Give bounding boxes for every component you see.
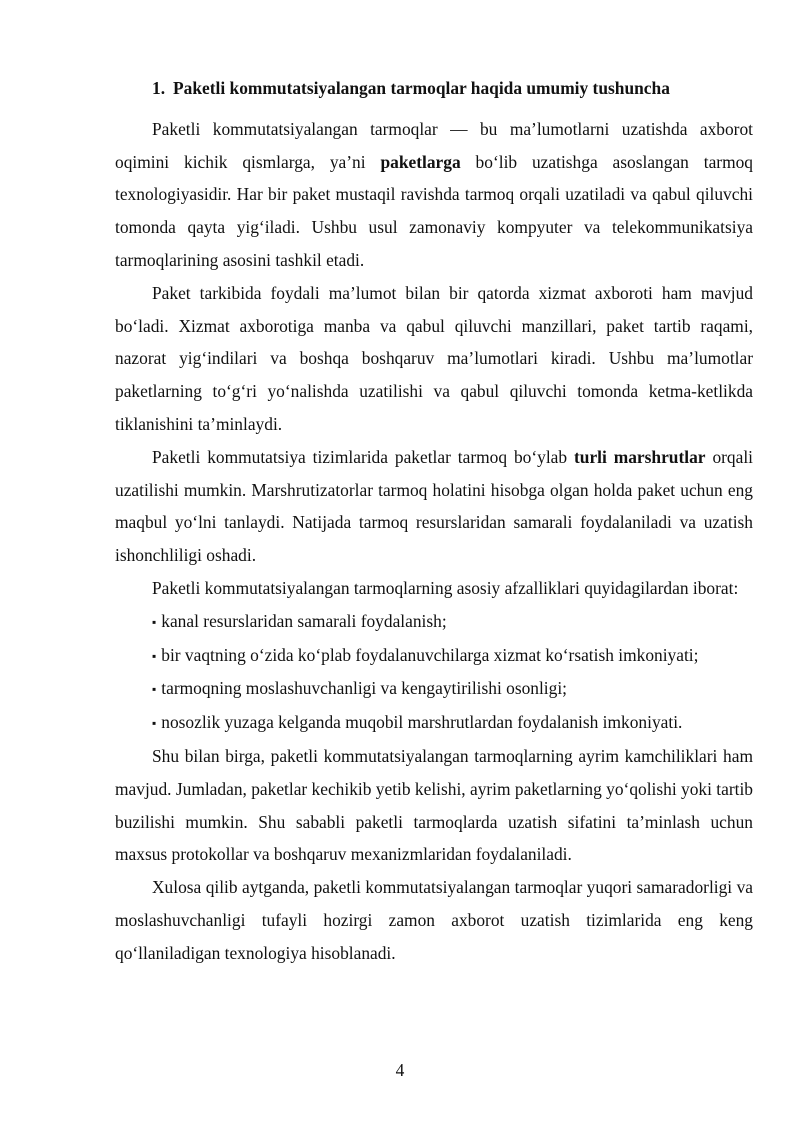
paragraph-1-text-start: Paketli kommutatsiyalangan tarmoqlar — bu ma’lumotlarni uzatishda axborot oqimini kichik qismlarga, ya’ni [115,118,753,172]
paragraph-1-text-end: bo‘lib uzatishga asoslangan tarmoq texnologiyasidir. Har bir paket mustaqil ravishda tarmoq orqali uzatiladi va qabul qiluvchi tomonda qayta yig‘iladi. Ushbu usul zamonaviy kompyuter va telekommunikatsiya tarmoqlarining asosini tashkil etadi. [115,151,754,270]
bullet-icon: ▪ [152,614,157,629]
bullet-icon: ▪ [152,716,157,731]
paragraph-3 [115,441,753,572]
list-item-text: kanal resurslaridan samarali foydalanish; [161,610,447,631]
paragraph-4: Paketli kommutatsiyalangan tarmoqlarning asosiy afzalliklari quyidagilardan iborat: [152,577,739,598]
bullet-icon: ▪ [152,682,157,697]
list-item [152,605,753,639]
section-heading [152,72,753,105]
paragraph-6: Xulosa qilib aytganda, paketli kommutatsiyalangan tarmoqlar yuqori samaradorligi va moslashuvchanligi tufayli hozirgi zamon axborot uzatish tizimlarida eng keng qo‘llaniladigan texnologiya hisoblanadi. [115,877,753,963]
paragraph-1 [115,113,753,277]
paragraph-3-text-start: Paketli kommutatsiya tizimlarida paketlar tarmoq bo‘ylab [152,446,574,467]
page-number: 4 [395,1060,405,1080]
list-item-text: tarmoqning moslashuvchanligi va kengaytirilishi osonligi; [161,678,567,699]
list-item-text: nosozlik yuzaga kelganda muqobil marshrutlardan foydalanish imkoniyati. [161,712,683,733]
paragraph-1-bold-term: paketlarga [380,151,461,172]
list-item-text: bir vaqtning o‘zida ko‘plab foydalanuvchilarga xizmat ko‘rsatish imkoniyati; [161,644,699,665]
advantages-list [115,605,753,740]
paragraph-2: Paket tarkibida foydali ma’lumot bilan bir qatorda xizmat axboroti ham mavjud bo‘ladi. Xizmat axborotiga manba va qabul qiluvchi manzillari, paket tartib raqami, nazorat yig‘indilari va boshqa boshqaruv ma’lumotlari kiradi. Ushbu ma’lumotlar paketlarning to‘g‘ri yo‘nalishda uzatilishi va qabul qiluvchi tomonda ketma-ketlikda tiklanishini ta’minlaydi. [115,282,753,434]
paragraph-5: Shu bilan birga, paketli kommutatsiyalangan tarmoqlarning ayrim kamchiliklari ham mavjud. Jumladan, paketlar kechikib yetib kelishi, ayrim paketlarning yo‘qolishi yoki tartib buzilishi mumkin. Shu sababli paketli tarmoqlarda uzatish sifatini ta’minlash uchun maxsus protokollar va boshqaruv mexanizmlaridan foydalaniladi. [115,745,753,865]
bullet-icon: ▪ [152,648,157,663]
paragraph-3-text-end: orqali uzatilishi mumkin. Marshrutizatorlar tarmoq holatini hisobga olgan holda paket uchun eng maqbul yo‘lni tanlaydi. Natijada tarmoq resurslaridan samarali foydalaniladi va uzatish ishonchliligi oshadi. [115,446,754,566]
section-title: Paketli kommutatsiyalangan tarmoqlar haqida umumiy tushuncha [173,78,670,98]
list-item [152,639,753,673]
paragraph-3-bold-term: turli marshrutlar [574,446,706,467]
list-item [152,672,753,706]
list-item [152,706,753,740]
page-content [115,72,753,970]
section-number: 1. [152,78,166,98]
